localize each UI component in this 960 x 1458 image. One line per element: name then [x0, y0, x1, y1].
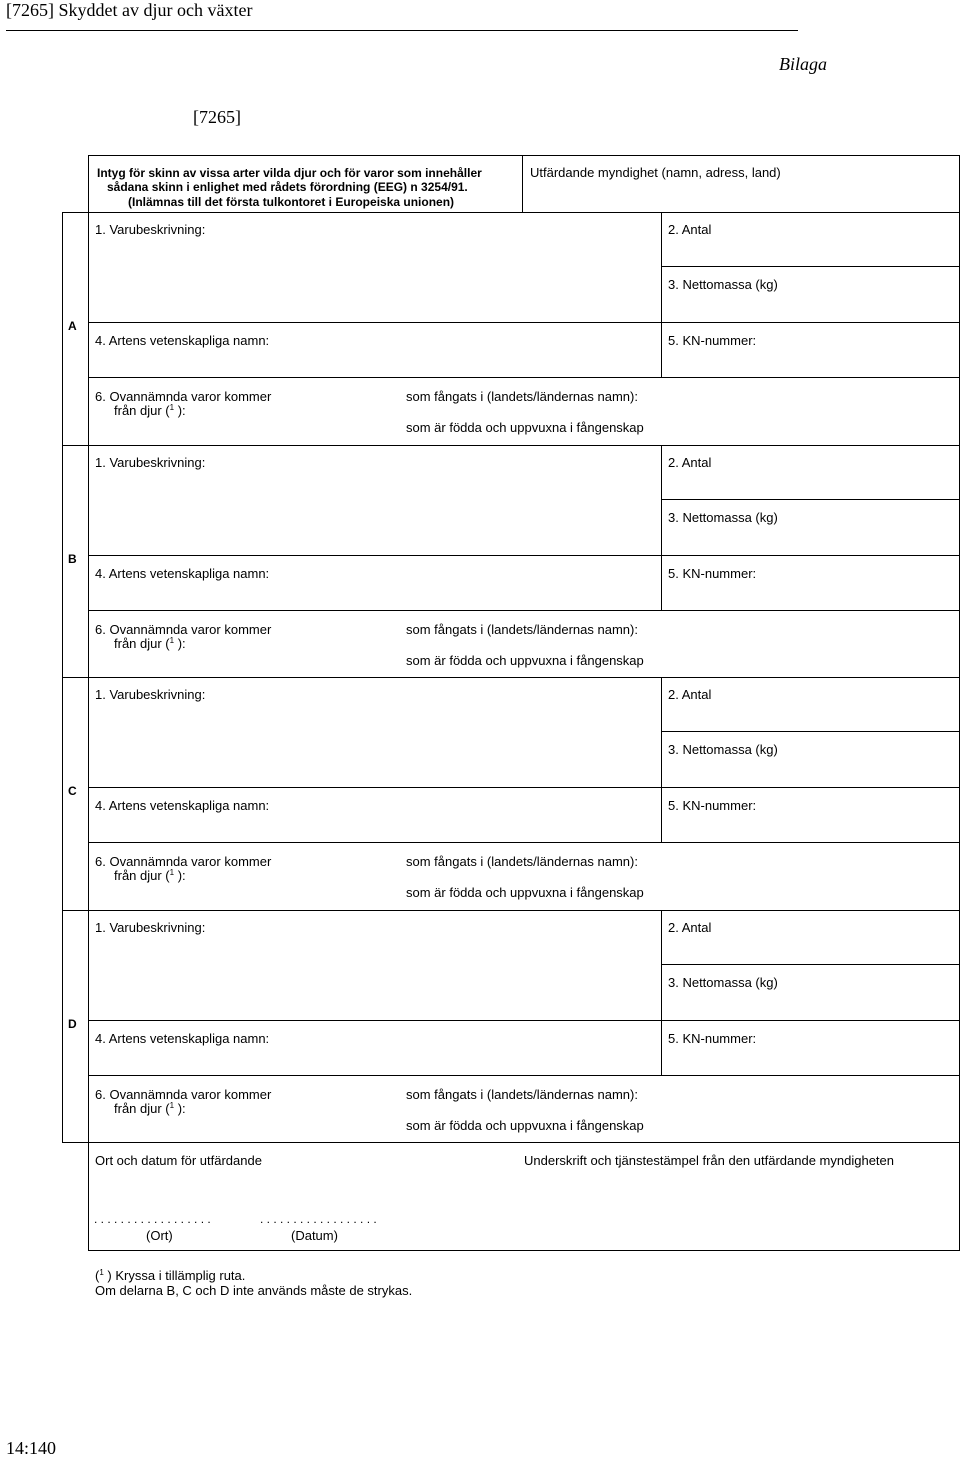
origin-caught-option: som fångats i (landets/ländernas namn):: [406, 389, 638, 404]
section-letter: D: [68, 1017, 77, 1031]
origin-line2-suffix: ):: [174, 403, 186, 418]
section-right-column-divider: [661, 677, 662, 842]
field-scientific-name: 4. Artens vetenskapliga namn:: [95, 333, 270, 348]
place-date-label: Ort och datum för utfärdande: [95, 1153, 262, 1168]
field-goods-description: 1. Varubeskrivning:: [95, 920, 206, 935]
section-border-outer-left: [62, 677, 63, 910]
section-border-outer-left: [62, 910, 63, 1143]
field-scientific-name: 4. Artens vetenskapliga namn:: [95, 566, 270, 581]
sections-border-bottom: [62, 1142, 960, 1143]
field-origin-line2: [114, 868, 186, 883]
date-caption: (Datum): [291, 1228, 338, 1243]
field-cn-code: 5. KN-nummer:: [668, 333, 757, 348]
field-net-mass: 3. Nettomassa (kg): [668, 742, 778, 757]
footnote-marker: 1: [169, 868, 175, 877]
origin-bred-option: som är födda och uppvuxna i fångenskap: [406, 1118, 644, 1133]
field-quantity: 2. Antal: [668, 920, 712, 935]
footer-border-bottom: [88, 1250, 960, 1251]
field-net-mass: 3. Nettomassa (kg): [668, 975, 778, 990]
antal-nettomassa-divider: [661, 731, 960, 732]
origin-bred-option: som är födda och uppvuxna i fångenskap: [406, 885, 644, 900]
document-title: [7265] Skyddet av djur och växter: [6, 0, 253, 20]
field-origin-line1: 6. Ovannämnda varor kommer: [95, 622, 272, 637]
intro-text-line2: sådana skinn i enlighet med rådets förordning (EEG) n 3254/91.: [107, 180, 468, 194]
kn-origin-divider: [88, 1075, 960, 1076]
origin-line2-prefix: från djur (: [114, 1101, 170, 1116]
section-border-outer-left: [62, 212, 63, 445]
field-net-mass: 3. Nettomassa (kg): [668, 510, 778, 525]
field-net-mass: 3. Nettomassa (kg): [668, 277, 778, 292]
origin-bred-option: som är födda och uppvuxna i fångenskap: [406, 653, 644, 668]
field-goods-description: 1. Varubeskrivning:: [95, 455, 206, 470]
origin-bred-option: som är födda och uppvuxna i fångenskap: [406, 420, 644, 435]
field-cn-code: 5. KN-nummer:: [668, 798, 757, 813]
origin-line2-suffix: ):: [174, 1101, 186, 1116]
field-goods-description: 1. Varubeskrivning:: [95, 222, 206, 237]
field-quantity: 2. Antal: [668, 222, 712, 237]
page-number: 14:140: [6, 1438, 57, 1458]
signature-label: Underskrift och tjänstestämpel från den utfärdande myndigheten: [524, 1153, 894, 1168]
kn-origin-divider: [88, 842, 960, 843]
place-dots: . . . . . . . . . . . . . . . . . .: [94, 1212, 211, 1226]
nettomassa-kn-divider: [88, 787, 960, 788]
annex-label: Bilaga: [779, 54, 827, 74]
section-border-top: [62, 212, 960, 213]
section-border-top: [62, 677, 960, 678]
section-right-column-divider: [661, 212, 662, 377]
section-border-inner-left: [88, 677, 89, 910]
footnote-marker: 1: [169, 403, 175, 412]
footnote-1-marker: 1: [99, 1268, 104, 1277]
origin-line2-suffix: ):: [174, 636, 186, 651]
field-goods-description: 1. Varubeskrivning:: [95, 687, 206, 702]
section-letter: B: [68, 552, 77, 566]
footer-border-left: [88, 1141, 89, 1251]
place-caption: (Ort): [146, 1228, 173, 1243]
intro-text-line3: (Inlämnas till det första tulkontoret i Europeiska unionen): [128, 195, 455, 209]
nettomassa-kn-divider: [88, 555, 960, 556]
intro-text-line1: Intyg för skinn av vissa arter vilda djur och för varor som innehåller: [97, 166, 482, 180]
field-origin-line1: 6. Ovannämnda varor kommer: [95, 389, 272, 404]
section-right-column-divider: [661, 910, 662, 1075]
origin-line2-suffix: ):: [174, 868, 186, 883]
nettomassa-kn-divider: [88, 322, 960, 323]
section-border-inner-left: [88, 910, 89, 1143]
section-border-top: [62, 445, 960, 446]
footnote-1-prefix: (: [95, 1268, 100, 1283]
field-origin-line2: [114, 1101, 186, 1116]
origin-caught-option: som fångats i (landets/ländernas namn):: [406, 622, 638, 637]
kn-origin-divider: [88, 377, 960, 378]
footnote-marker: 1: [169, 636, 175, 645]
nettomassa-kn-divider: [88, 1020, 960, 1021]
footnote-1: [95, 1268, 245, 1283]
origin-line2-prefix: från djur (: [114, 868, 170, 883]
section-border-top: [62, 910, 960, 911]
footnote-2: Om delarna B, C och D inte används måste de strykas.: [95, 1283, 413, 1298]
kn-origin-divider: [88, 610, 960, 611]
reference-number: [7265]: [193, 107, 241, 127]
origin-caught-option: som fångats i (landets/ländernas namn):: [406, 854, 638, 869]
field-origin-line1: 6. Ovannämnda varor kommer: [95, 1087, 272, 1102]
field-scientific-name: 4. Artens vetenskapliga namn:: [95, 1031, 270, 1046]
field-origin-line2: [114, 636, 186, 651]
section-border-outer-left: [62, 445, 63, 678]
section-letter: C: [68, 784, 77, 798]
field-origin-line1: 6. Ovannämnda varor kommer: [95, 854, 272, 869]
field-cn-code: 5. KN-nummer:: [668, 1031, 757, 1046]
section-letter: A: [68, 319, 77, 333]
footnote-marker: 1: [169, 1101, 175, 1110]
antal-nettomassa-divider: [661, 499, 960, 500]
field-scientific-name: 4. Artens vetenskapliga namn:: [95, 798, 270, 813]
field-quantity: 2. Antal: [668, 687, 712, 702]
origin-line2-prefix: från djur (: [114, 636, 170, 651]
section-border-inner-left: [88, 445, 89, 678]
issuing-authority-label: Utfärdande myndighet (namn, adress, land): [530, 165, 781, 180]
origin-line2-prefix: från djur (: [114, 403, 170, 418]
antal-nettomassa-divider: [661, 964, 960, 965]
antal-nettomassa-divider: [661, 266, 960, 267]
field-quantity: 2. Antal: [668, 455, 712, 470]
origin-caught-option: som fångats i (landets/ländernas namn):: [406, 1087, 638, 1102]
section-right-column-divider: [661, 445, 662, 610]
footnote-1-text: ) Kryssa i tillämplig ruta.: [103, 1268, 246, 1283]
section-border-inner-left: [88, 212, 89, 445]
field-origin-line2: [114, 403, 186, 418]
date-dots: . . . . . . . . . . . . . . . . . .: [260, 1212, 377, 1226]
field-cn-code: 5. KN-nummer:: [668, 566, 757, 581]
